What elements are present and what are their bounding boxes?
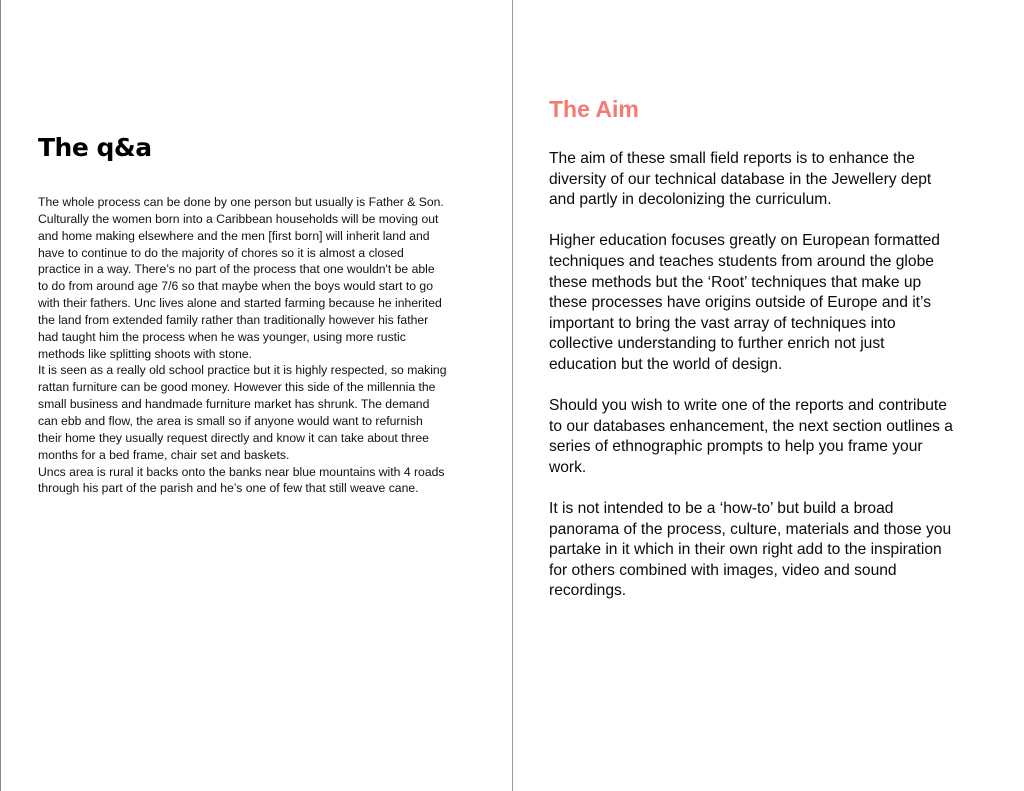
aim-line: Higher education focuses greatly on European formatted — [549, 232, 940, 250]
aim-line: series of ethnographic prompts to help you frame your — [549, 438, 923, 456]
aim-heading: The Aim — [549, 96, 639, 122]
aim-line: panorama of the process, culture, materials and those you — [549, 520, 952, 538]
qa-line: methods like splitting shoots with stone. — [38, 346, 253, 361]
qa-line: The whole process can be done by one person but usually is Father & Son. — [38, 195, 444, 209]
aim-paragraph-purpose — [549, 149, 1019, 211]
qa-line: their home they usually request directly and know it can take about three — [38, 430, 429, 445]
aim-paragraph-contribute — [549, 396, 1019, 478]
aim-line: and partly in decolonizing the curriculum. — [549, 191, 832, 209]
qa-body-text — [38, 194, 483, 497]
qa-line: It is seen as a really old school practice but it is highly respected, so making — [38, 363, 447, 378]
aim-line: It is not intended to be a ‘how-to’ but build a broad — [549, 500, 894, 518]
aim-line: recordings. — [549, 582, 627, 600]
aim-line: work. — [549, 458, 587, 476]
qa-line: Uncs area is rural it backs onto the banks near blue mountains with 4 roads — [38, 464, 445, 479]
qa-line: through his part of the parish and he’s one of few that still weave cane. — [38, 481, 419, 496]
aim-line: important to bring the vast array of techniques into — [549, 314, 896, 332]
aim-paragraph-higher-education — [549, 231, 1019, 375]
qa-line: the land from extended family rather than traditionally however his father — [38, 312, 429, 327]
aim-line: The aim of these small field reports is to enhance the — [549, 150, 915, 167]
qa-heading: The q&a — [38, 133, 152, 162]
qa-line: had taught him the process when he was younger, using more rustic — [38, 329, 406, 344]
aim-line: Should you wish to write one of the reports and contribute — [549, 397, 947, 415]
aim-line: for others combined with images, video and sound — [549, 561, 897, 579]
aim-line: these methods but the ‘Root’ techniques that make up — [549, 273, 922, 291]
aim-paragraph-not-how-to — [549, 499, 1019, 602]
qa-line: have to continue to do the majority of chores so it is almost a closed — [38, 245, 404, 260]
aim-line: diversity of our technical database in the Jewellery dept — [549, 170, 932, 188]
aim-line: collective understanding to further enrich not just — [549, 335, 885, 353]
qa-line: with their fathers. Unc lives alone and started farming because he inherited — [38, 296, 442, 311]
right-page — [513, 0, 1024, 791]
aim-body-text — [549, 149, 1019, 623]
qa-line: can ebb and flow, the area is small so if anyone would want to refurnish — [38, 413, 423, 428]
aim-line: to our databases enhancement, the next section outlines a — [549, 417, 953, 435]
qa-line: practice in a way. There’s no part of the process that one wouldn't be able — [38, 262, 435, 277]
qa-line: rattan furniture can be good money. However this side of the millennia the — [38, 380, 436, 395]
qa-line: small business and handmade furniture market has shrunk. The demand — [38, 397, 430, 412]
qa-line: Culturally the women born into a Caribbean households will be moving out — [38, 211, 439, 226]
left-page — [1, 0, 512, 791]
aim-line: techniques and teaches students from around the globe — [549, 252, 934, 270]
aim-line: partake in it which in their own right add to the inspiration — [549, 541, 942, 559]
aim-line: these processes have origins outside of Europe and it’s — [549, 294, 931, 312]
qa-line: months for a bed frame, chair set and baskets. — [38, 447, 290, 462]
qa-line: and home making elsewhere and the men [first born] will inherit land and — [38, 228, 430, 243]
aim-line: education but the world of design. — [549, 355, 783, 373]
qa-line: to do from around age 7/6 so that maybe when the boys would start to go — [38, 279, 433, 294]
